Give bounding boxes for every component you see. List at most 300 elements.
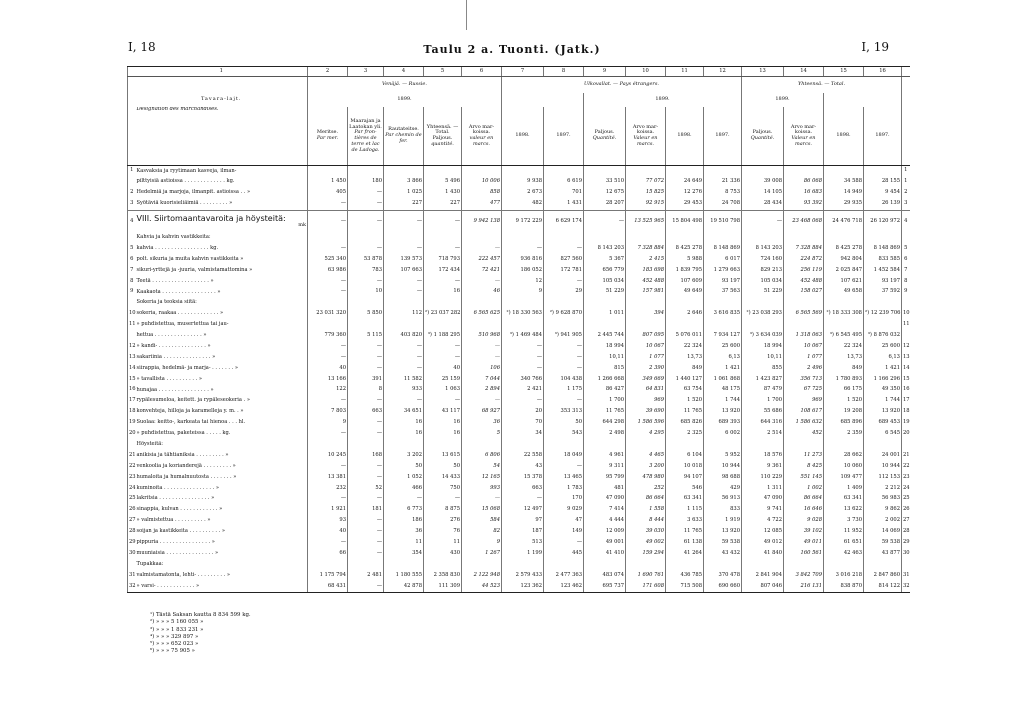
cell: 16 646 [784,505,824,516]
cell: 61 138 [666,538,704,549]
cell: — [384,352,424,363]
colnum: 5 [424,67,462,77]
col-valeur2: Valeur en marcs. [633,135,658,147]
cell: 1 077 [626,352,666,363]
row-description-text: pippuria . . . . . . . . . . . . . . . . » [136,539,215,546]
cell: 49 649 [666,287,704,298]
cell: 1 423 827 [742,374,784,385]
cell: 252 [626,483,666,494]
row-description [136,494,308,505]
cell: 170 [544,494,584,505]
row-number-left: 20 [128,429,136,440]
col-1897: 1897. [544,107,584,166]
cell: 10 067 [784,341,824,352]
cell: 36 [462,418,502,429]
row-number-left [128,298,136,309]
cell: 4 465 [626,450,666,461]
cell [864,439,902,450]
cell: 11 [384,538,424,549]
table-row [128,418,910,429]
col-meritse: Meritse. [316,129,339,136]
cell: 807 095 [626,331,666,342]
cell: 66 175 [824,385,864,396]
col-par-mer: Par mer. [316,135,339,141]
row-number-left: 19 [128,418,136,429]
cell: 112 [384,309,424,320]
cell [384,166,424,177]
cell: 10 067 [626,341,666,352]
cell: — [544,461,584,472]
cell: 54 [462,461,502,472]
cell [462,233,502,244]
row-number-right: 22 [902,461,910,472]
cell: 2 894 [462,385,502,396]
cell: 936 816 [502,254,544,265]
row-number-left: 8 [128,276,136,287]
cell: 2 579 433 [502,570,544,581]
cell: 6,13 [864,352,902,363]
cell: 13 465 [544,472,584,483]
cell: 186 [384,516,424,527]
cell: — [348,341,384,352]
cell: — [348,243,384,254]
cell: 47 [544,516,584,527]
cell [308,320,348,331]
row-description [136,418,308,429]
cell: 42 463 [824,548,864,559]
row-number-left: 6 [128,254,136,265]
table-row [128,210,910,233]
cell: 64 831 [626,385,666,396]
cell: — [308,396,348,407]
cell: 8 425 [784,461,824,472]
cell [784,166,824,177]
row-description-text: hettua . . . . . . . . . . . . . . . » [136,332,207,339]
cell: 8 753 [704,188,742,199]
cell: 543 [544,429,584,440]
cell: — [462,494,502,505]
row-number-left: 3 [128,199,136,210]
cell: 227 [424,199,462,210]
cell: 180 [348,177,384,188]
row-description [136,581,308,592]
cell [742,320,784,331]
row-description [136,439,308,450]
row-description-text: valmistamatonta, lehti- . . . . . . . . . » [136,571,230,578]
col-1898c: 1898. [824,107,864,166]
cell: 63 341 [824,494,864,505]
cell: 11 273 [784,450,824,461]
cell: 5 952 [704,450,742,461]
footnote: ³) » » » 1 833 231 » [150,626,204,633]
cell: 1 311 [742,483,784,494]
cell: 829 213 [742,265,784,276]
cell [348,559,384,570]
col-paljous3: Paljous. [752,129,773,136]
cell: 13,73 [824,352,864,363]
row-description-text: » kandi- . . . . . . . . . . . . . . . » [136,342,211,349]
cell: 108 617 [784,407,824,418]
cell: 12 675 [584,188,626,199]
row-number-left: 22 [128,461,136,472]
cell: 1 052 [384,472,424,483]
table-row [128,407,910,418]
colnum: 13 [742,67,784,77]
cell: — [384,396,424,407]
cell: 37 592 [864,287,902,298]
row-description-text: humaloita ja humalnuutosta . . . . . . . » [136,473,237,480]
cell: — [424,276,462,287]
cell: 783 [348,265,384,276]
cell: ²) 9 628 870 [544,309,584,320]
cell: 394 [626,309,666,320]
cell: 70 [502,418,544,429]
cell: 160 561 [784,548,824,559]
cell [584,233,626,244]
cell: 10 944 [864,461,902,472]
cell [742,559,784,570]
row-number-left: 18 [128,407,136,418]
row-number-right: 5 [902,243,910,254]
cell: — [424,396,462,407]
row-description-text: lakritsia . . . . . . . . . . . . . . . . » [136,495,215,502]
row-description [136,559,308,570]
cell: 9 172 229 [502,210,544,233]
cell [704,298,742,309]
col-valeur: valeur en marcs. [469,135,494,147]
row-description-text: Kahvia ja kahvin vastikkeita: [136,234,211,241]
cell [666,320,704,331]
cell: 87 479 [742,385,784,396]
cell: 26 120 972 [864,210,902,233]
cell: — [424,494,462,505]
colnum: 2 [308,67,348,77]
row-number-left [128,331,136,342]
cell: 16 [384,418,424,429]
row-number-right: 19 [902,418,910,429]
cell: 849 [666,363,704,374]
cell [308,559,348,570]
cell: 3 202 [384,450,424,461]
cell: 67 725 [784,385,824,396]
row-number-right: 15 [902,374,910,385]
cell [626,439,666,450]
cell: 1 558 [626,505,666,516]
cell: 833 585 [864,254,902,265]
row-description [136,385,308,396]
cell: 15 068 [462,505,502,516]
cell: 942 804 [824,254,864,265]
row-number-left: 28 [128,527,136,538]
row-description-text: pilttyisiä astioissa . . . . . . . . . . . . . kg. [136,178,235,185]
cell: 445 [544,548,584,559]
cell [544,298,584,309]
cell: 40 [424,363,462,374]
cell: 36 [384,527,424,538]
cell [824,298,864,309]
cell [626,166,666,177]
cell: 1 061 868 [704,374,742,385]
row-description-text: sokeria, raakaa . . . . . . . . . . . . . » [136,310,224,317]
cell: 403 820 [384,331,424,342]
cell: — [544,276,584,287]
cell: 13 920 [704,407,742,418]
cell: 34 651 [384,407,424,418]
cell [424,166,462,177]
cell: 4 961 [584,450,626,461]
table-row [128,166,910,177]
cell: 86 664 [626,494,666,505]
cell: 93 197 [704,276,742,287]
cell: — [384,210,424,233]
cell [864,320,902,331]
cell: 685 896 [824,418,864,429]
cell: 3 866 [384,177,424,188]
cell: 13,73 [666,352,704,363]
cell: 109 477 [824,472,864,483]
row-description [136,483,308,494]
cell: — [462,243,502,254]
row-number-right: 6 [902,254,910,265]
row-number-left: 1 [128,166,136,177]
row-description-text: Suolaa: keitto-, karkeata tai hienoa . . . hl. [136,419,246,426]
cell: 6 017 [704,254,742,265]
cell: 157 981 [626,287,666,298]
row-number-left: 5 [128,243,136,254]
cell [864,166,902,177]
cell [544,166,584,177]
row-number-right: 26 [902,505,910,516]
cell: 123 462 [544,581,584,592]
table-row [128,461,910,472]
cell: 452 488 [784,276,824,287]
table-row [128,188,910,199]
cell: 49 002 [626,538,666,549]
row-description [136,363,308,374]
col-1897b: 1897. [704,107,742,166]
row-number-left: 24 [128,483,136,494]
cell [584,298,626,309]
cell: 12 [502,276,544,287]
cell: 690 660 [704,581,742,592]
cell [784,233,824,244]
footnote: ⁶) » » » 75 905 » [150,648,195,655]
cell: — [348,516,384,527]
cell [742,298,784,309]
cell: — [308,276,348,287]
row-description-text: Hedelmiä ja marjoja, ilmanpit. astioissa . . » [136,189,251,196]
cell: 9 938 [502,177,544,188]
cell: 47 090 [584,494,626,505]
cell: 340 766 [502,374,544,385]
cell: 10 018 [666,461,704,472]
row-description-text: Sokeria ja teoksia siitä: [136,299,197,306]
cell: 814 122 [864,581,902,592]
group-header-row [128,77,910,94]
col-rautateitse: Rautateitse. [388,126,419,133]
row-description-text: » puhdistettua, paketeissa . . . . . kg. [136,430,231,437]
colnum: 8 [544,67,584,77]
row-unit: mk [298,221,306,228]
cell: 1 011 [584,309,626,320]
table-row [128,331,910,342]
cell: 807 046 [742,581,784,592]
row-description-text: rypälesumeloa, keitett. ja rypäleseokeria . » [136,397,250,404]
cell: ²) 18 333 308 [824,309,864,320]
col-paljous: Paljous. [432,135,453,141]
cell: 18 994 [742,341,784,352]
footnote: ²) » » » 5 160 055 » [150,619,204,626]
cell: 644 316 [742,418,784,429]
table-row [128,177,910,188]
cell [704,166,742,177]
cell: 1 520 [666,396,704,407]
cell: 9 [502,287,544,298]
row-description [136,461,308,472]
table-row [128,581,910,592]
row-description [136,472,308,483]
cell: ³) 3 634 039 [742,331,784,342]
cell: 2 325 [666,429,704,440]
row-number-left: 30 [128,548,136,559]
cell: 663 [348,407,384,418]
cell: 24 476 718 [824,210,864,233]
cell: 838 870 [824,581,864,592]
cell: 3 616 835 [704,309,742,320]
cell: 52 [348,483,384,494]
cell: 23 031 320 [308,309,348,320]
cell: — [348,581,384,592]
cell: 8 148 869 [704,243,742,254]
cell: 584 [462,516,502,527]
row-number-right: 14 [902,363,910,374]
cell: 14 949 [824,188,864,199]
row-number-left [128,559,136,570]
table-row [128,374,910,385]
cell: 6,13 [704,352,742,363]
cell: 94 107 [666,472,704,483]
cell: 724 160 [742,254,784,265]
row-description-text: Syötäviä kuorisieliäimiä . . . . . . . . . » [136,200,233,207]
cell [666,233,704,244]
cell: 107 609 [666,276,704,287]
row-description-text: muuniaisia . . . . . . . . . . . . . . . » [136,549,219,556]
cell: — [384,276,424,287]
row-number-left [128,233,136,244]
cell: 12 165 [462,472,502,483]
row-number-left: 32 [128,581,136,592]
cell: 7 044 [462,374,502,385]
cell: ³) 1 469 484 [502,331,544,342]
cell: 43 877 [864,548,902,559]
cell: 833 [704,505,742,516]
cell: 76 [424,527,462,538]
cell: 2 025 847 [824,265,864,276]
cell: — [502,352,544,363]
cell [424,298,462,309]
table-row [128,298,910,309]
page-number-left: I, 18 [128,40,156,54]
table-row [128,309,910,320]
cell: 13 622 [824,505,864,516]
cell: 5 367 [584,254,626,265]
cell: — [348,472,384,483]
cell: 24 649 [666,177,704,188]
row-number-left: 4 [128,210,136,233]
cell [462,439,502,450]
row-description [136,341,308,352]
cell: 97 [502,516,544,527]
cell: 6 002 [704,429,742,440]
cell: 551 145 [784,472,824,483]
cell: 10,11 [584,352,626,363]
cell [824,233,864,244]
cell: 112 153 [864,472,902,483]
cell: — [502,341,544,352]
cell: 1 586 632 [784,418,824,429]
cell: 11 765 [666,407,704,418]
column-header-row [128,107,910,166]
row-number-right: 24 [902,483,910,494]
cell: 6 629 174 [544,210,584,233]
cell: 72 421 [462,265,502,276]
cell [704,559,742,570]
cell: 168 [348,450,384,461]
row-number-right: 23 [902,472,910,483]
cell: 969 [626,396,666,407]
cell [584,166,626,177]
cell: 232 [308,483,348,494]
cell: 6 545 [864,429,902,440]
row-number-left: 10 [128,309,136,320]
cell: 12 085 [742,527,784,538]
cell: 11 [424,538,462,549]
cell: 104 438 [544,374,584,385]
cell: — [502,243,544,254]
cell: 92 915 [626,199,666,210]
table-row [128,352,910,363]
cell [544,439,584,450]
cell: 525 340 [308,254,348,265]
row-description-text: kahvia . . . . . . . . . . . . . . . . . kg. [136,244,219,251]
table-row [128,265,910,276]
cell: 11 952 [824,527,864,538]
cell: 39 690 [626,407,666,418]
cell: 171 608 [626,581,666,592]
cell: 50 [544,418,584,429]
row-number-right: 2 [902,188,910,199]
cell: — [502,494,544,505]
cell [626,233,666,244]
cell: 9 028 [784,516,824,527]
cell: 993 [462,483,502,494]
cell: 663 [502,483,544,494]
row-number-right: 1 [902,166,910,177]
colnum: 7 [502,67,544,77]
cell: — [348,396,384,407]
row-description [136,276,308,287]
cell: 1 520 [824,396,864,407]
table-row [128,483,910,494]
cell: 29 935 [824,199,864,210]
col-arvo2: Arvo mar-koissa. [632,123,659,136]
cell: — [308,429,348,440]
cell: 1 700 [742,396,784,407]
row-number-right: 7 [902,265,910,276]
cell: 656 779 [584,265,626,276]
cell: 9 311 [584,461,626,472]
cell: 106 [462,363,502,374]
